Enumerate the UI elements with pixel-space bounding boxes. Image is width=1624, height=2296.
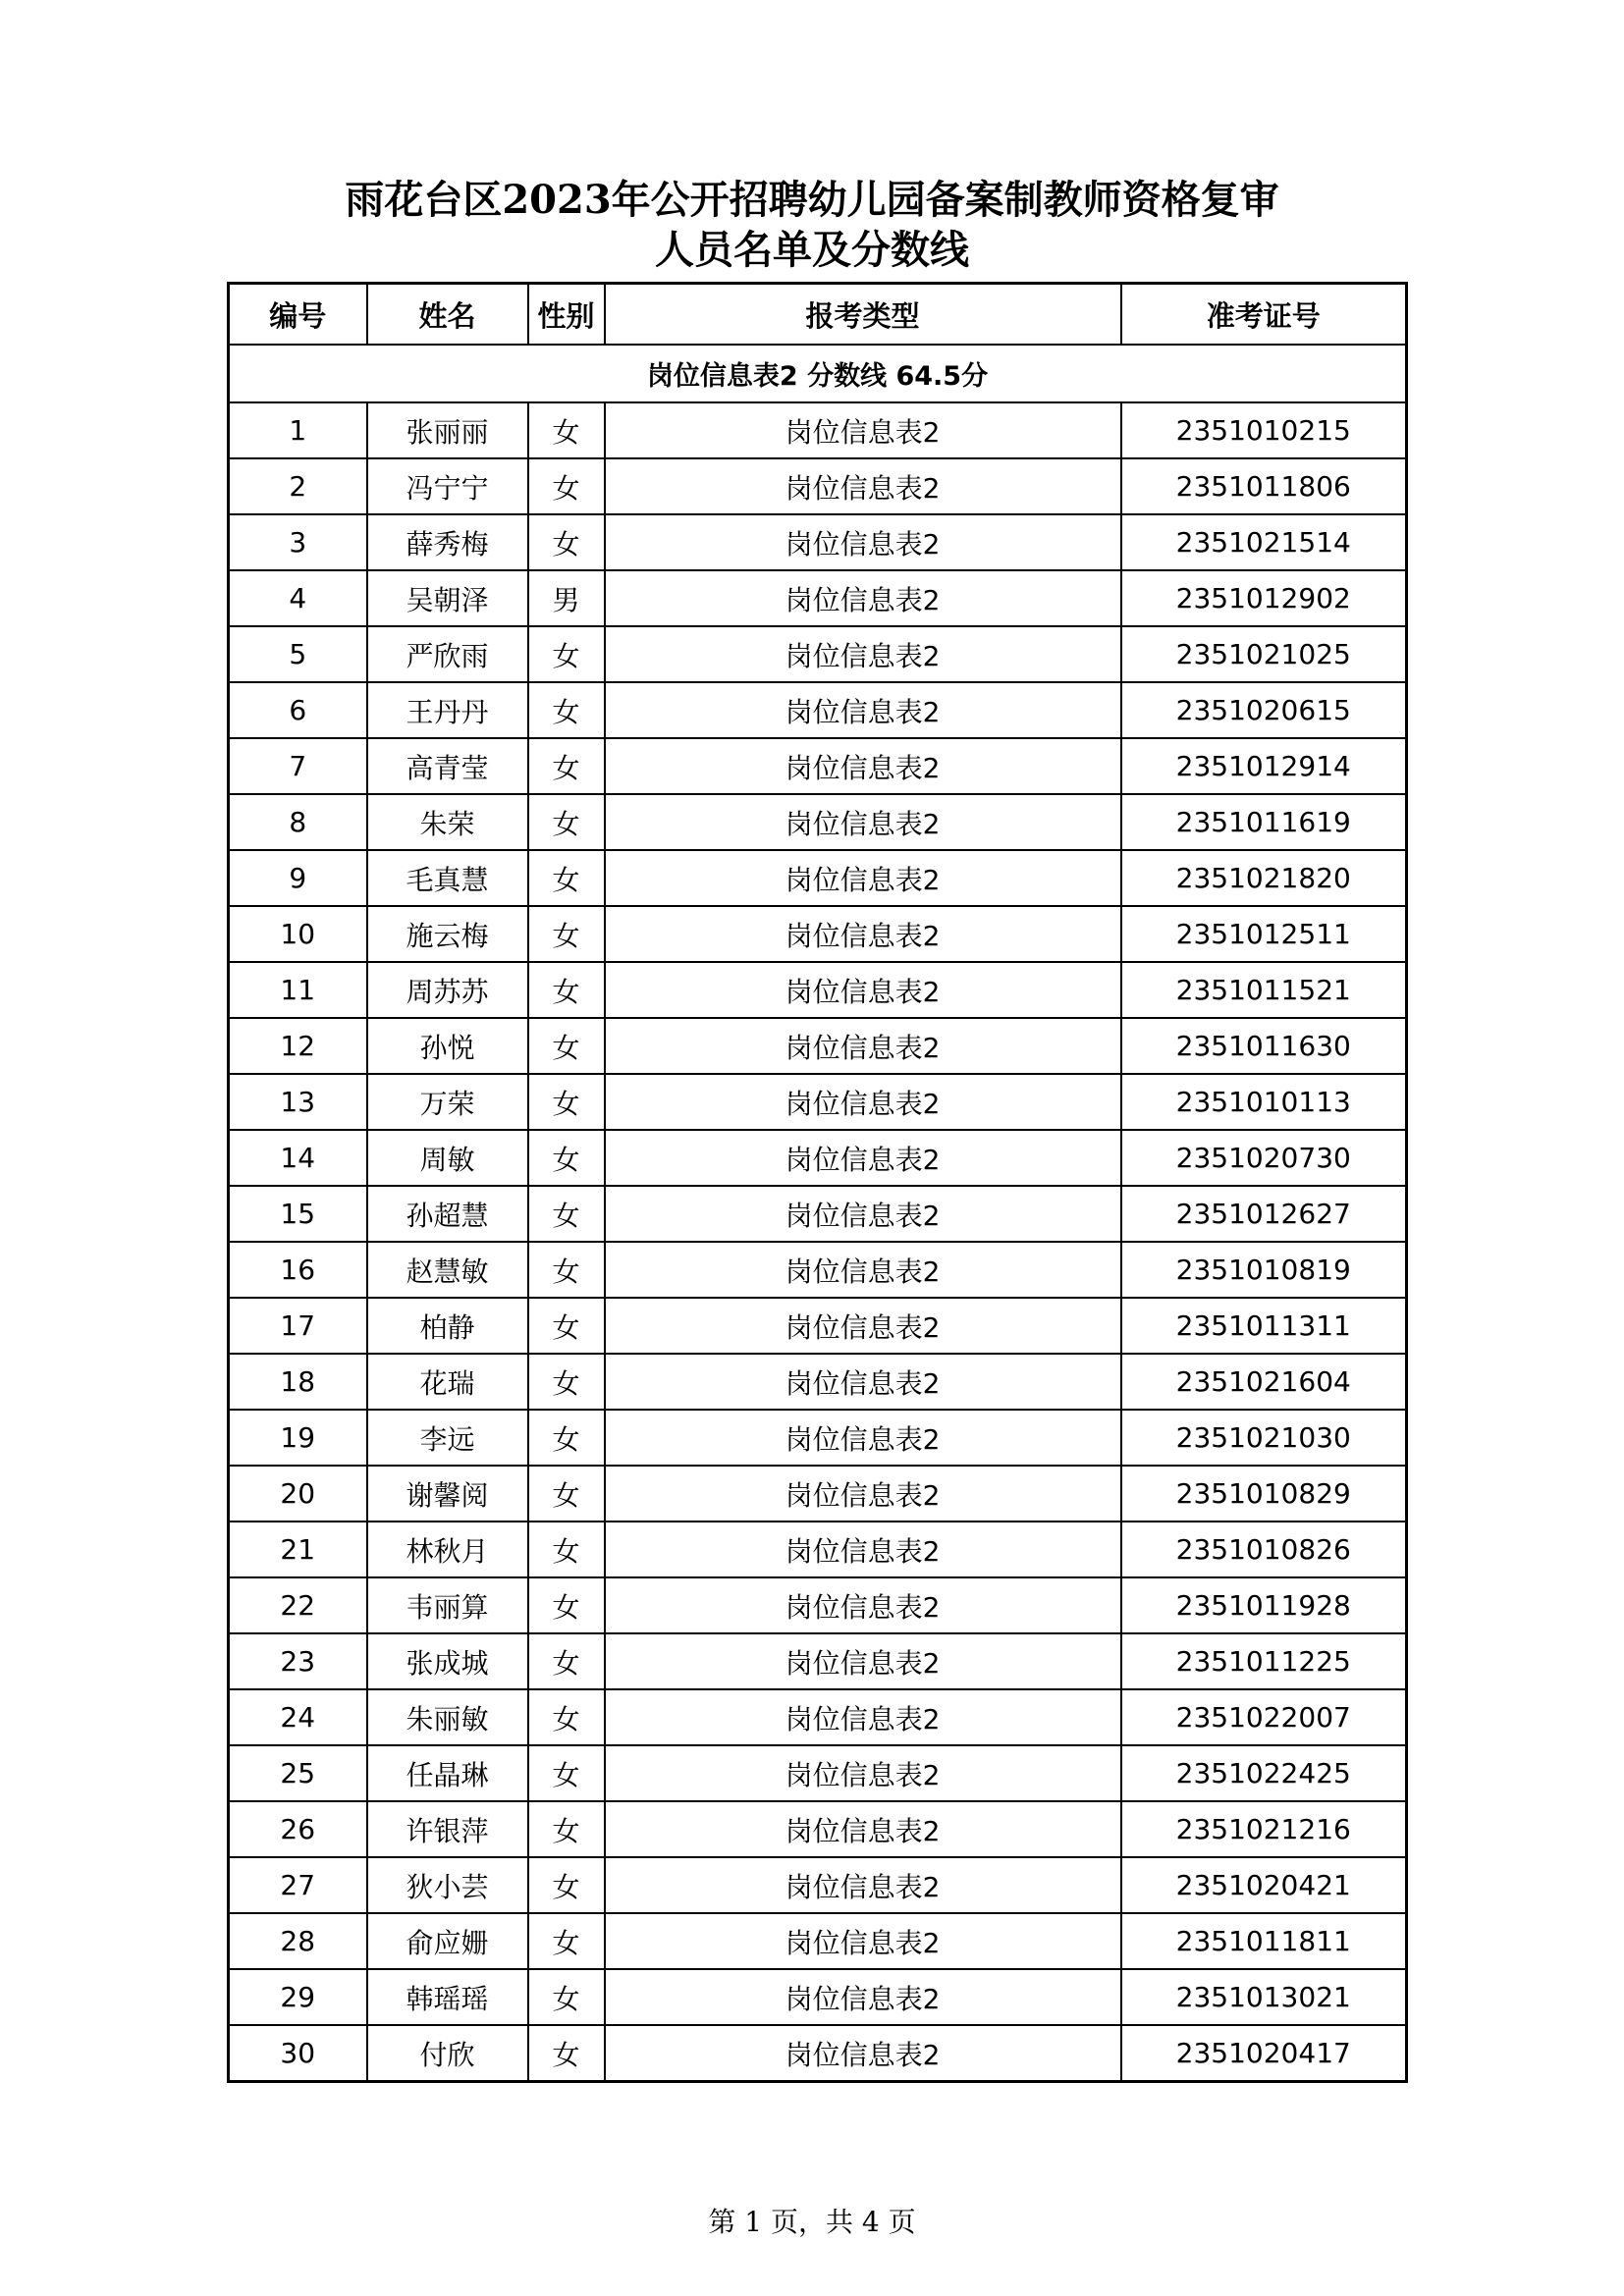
cell-exam-id: 2351011311 bbox=[1121, 1298, 1407, 1354]
cell-number: 30 bbox=[229, 2025, 367, 2082]
cell-gender: 女 bbox=[528, 906, 605, 962]
cell-exam-id: 2351010113 bbox=[1121, 1074, 1407, 1130]
table-row bbox=[229, 458, 1407, 514]
cell-name: 林秋月 bbox=[367, 1522, 528, 1577]
cell-number: 22 bbox=[229, 1577, 367, 1633]
cell-number: 7 bbox=[229, 738, 367, 794]
table-row bbox=[229, 1074, 1407, 1130]
cell-number: 13 bbox=[229, 1074, 367, 1130]
table-row bbox=[229, 1186, 1407, 1242]
table-row bbox=[229, 1522, 1407, 1577]
cell-gender: 女 bbox=[528, 402, 605, 458]
cell-exam-id: 2351022425 bbox=[1121, 1745, 1407, 1801]
cell-exam-id: 2351011521 bbox=[1121, 962, 1407, 1018]
cell-exam-id: 2351022007 bbox=[1121, 1689, 1407, 1745]
cell-gender: 男 bbox=[528, 570, 605, 626]
cell-exam-type: 岗位信息表2 bbox=[605, 1186, 1121, 1242]
cell-gender: 女 bbox=[528, 682, 605, 738]
cell-exam-type: 岗位信息表2 bbox=[605, 1969, 1121, 2025]
cell-name: 孙超慧 bbox=[367, 1186, 528, 1242]
header-gender: 性别 bbox=[528, 284, 605, 346]
table-body bbox=[229, 402, 1407, 2082]
cell-exam-type: 岗位信息表2 bbox=[605, 1018, 1121, 1074]
table-row bbox=[229, 2025, 1407, 2082]
cell-number: 1 bbox=[229, 402, 367, 458]
cell-exam-id: 2351020417 bbox=[1121, 2025, 1407, 2082]
table-row bbox=[229, 1577, 1407, 1633]
cell-exam-type: 岗位信息表2 bbox=[605, 1522, 1121, 1577]
table-row bbox=[229, 850, 1407, 906]
table-row bbox=[229, 1018, 1407, 1074]
cell-exam-id: 2351010826 bbox=[1121, 1522, 1407, 1577]
cell-name: 李远 bbox=[367, 1410, 528, 1466]
cell-gender: 女 bbox=[528, 1577, 605, 1633]
cell-gender: 女 bbox=[528, 1186, 605, 1242]
cell-exam-type: 岗位信息表2 bbox=[605, 906, 1121, 962]
cell-gender: 女 bbox=[528, 1857, 605, 1913]
cell-exam-id: 2351010829 bbox=[1121, 1466, 1407, 1522]
table-row bbox=[229, 906, 1407, 962]
cell-exam-type: 岗位信息表2 bbox=[605, 1242, 1121, 1298]
cell-number: 5 bbox=[229, 626, 367, 682]
cell-gender: 女 bbox=[528, 1466, 605, 1522]
cell-name: 万荣 bbox=[367, 1074, 528, 1130]
cell-number: 2 bbox=[229, 458, 367, 514]
cell-number: 25 bbox=[229, 1745, 367, 1801]
table-row bbox=[229, 570, 1407, 626]
cell-number: 16 bbox=[229, 1242, 367, 1298]
cell-gender: 女 bbox=[528, 1745, 605, 1801]
cell-exam-type: 岗位信息表2 bbox=[605, 1074, 1121, 1130]
cell-name: 俞应姗 bbox=[367, 1913, 528, 1969]
cell-gender: 女 bbox=[528, 514, 605, 570]
cell-number: 17 bbox=[229, 1298, 367, 1354]
cell-name: 付欣 bbox=[367, 2025, 528, 2082]
page-number: 第 1 页，共 4 页 bbox=[708, 2206, 916, 2238]
cell-exam-id: 2351021820 bbox=[1121, 850, 1407, 906]
cell-exam-type: 岗位信息表2 bbox=[605, 570, 1121, 626]
cell-name: 周敏 bbox=[367, 1130, 528, 1186]
cell-gender: 女 bbox=[528, 1074, 605, 1130]
cell-exam-type: 岗位信息表2 bbox=[605, 794, 1121, 850]
header-exam-id: 准考证号 bbox=[1121, 284, 1407, 346]
cell-exam-id: 2351021604 bbox=[1121, 1354, 1407, 1410]
table-row bbox=[229, 794, 1407, 850]
table-row bbox=[229, 1689, 1407, 1745]
cell-number: 24 bbox=[229, 1689, 367, 1745]
cell-gender: 女 bbox=[528, 1410, 605, 1466]
cell-name: 冯宁宁 bbox=[367, 458, 528, 514]
cell-exam-type: 岗位信息表2 bbox=[605, 1410, 1121, 1466]
cell-name: 韦丽算 bbox=[367, 1577, 528, 1633]
cell-exam-id: 2351011811 bbox=[1121, 1913, 1407, 1969]
cell-exam-id: 2351021030 bbox=[1121, 1410, 1407, 1466]
cell-exam-type: 岗位信息表2 bbox=[605, 1130, 1121, 1186]
cell-gender: 女 bbox=[528, 1242, 605, 1298]
header-exam-type: 报考类型 bbox=[605, 284, 1121, 346]
cell-name: 周苏苏 bbox=[367, 962, 528, 1018]
cell-name: 张丽丽 bbox=[367, 402, 528, 458]
cell-number: 23 bbox=[229, 1633, 367, 1689]
table-row bbox=[229, 738, 1407, 794]
cell-exam-type: 岗位信息表2 bbox=[605, 402, 1121, 458]
cell-number: 20 bbox=[229, 1466, 367, 1522]
cell-gender: 女 bbox=[528, 626, 605, 682]
cell-gender: 女 bbox=[528, 1969, 605, 2025]
cell-exam-type: 岗位信息表2 bbox=[605, 1801, 1121, 1857]
cell-exam-type: 岗位信息表2 bbox=[605, 1577, 1121, 1633]
cell-exam-id: 2351012511 bbox=[1121, 906, 1407, 962]
table-row bbox=[229, 682, 1407, 738]
cell-gender: 女 bbox=[528, 1018, 605, 1074]
cell-exam-id: 2351013021 bbox=[1121, 1969, 1407, 2025]
cell-number: 14 bbox=[229, 1130, 367, 1186]
cell-exam-type: 岗位信息表2 bbox=[605, 1913, 1121, 1969]
cell-gender: 女 bbox=[528, 1801, 605, 1857]
cell-name: 毛真慧 bbox=[367, 850, 528, 906]
cell-number: 8 bbox=[229, 794, 367, 850]
cell-exam-type: 岗位信息表2 bbox=[605, 962, 1121, 1018]
cell-gender: 女 bbox=[528, 850, 605, 906]
cell-name: 柏静 bbox=[367, 1298, 528, 1354]
table-row bbox=[229, 1857, 1407, 1913]
header-number: 编号 bbox=[229, 284, 367, 346]
cell-exam-id: 2351012902 bbox=[1121, 570, 1407, 626]
table-row bbox=[229, 1466, 1407, 1522]
cell-number: 21 bbox=[229, 1522, 367, 1577]
cell-name: 高青莹 bbox=[367, 738, 528, 794]
cell-number: 9 bbox=[229, 850, 367, 906]
table-row bbox=[229, 1633, 1407, 1689]
cell-gender: 女 bbox=[528, 1130, 605, 1186]
cell-exam-type: 岗位信息表2 bbox=[605, 1689, 1121, 1745]
cell-exam-type: 岗位信息表2 bbox=[605, 1633, 1121, 1689]
cell-exam-id: 2351011928 bbox=[1121, 1577, 1407, 1633]
cell-name: 孙悦 bbox=[367, 1018, 528, 1074]
cell-gender: 女 bbox=[528, 1354, 605, 1410]
cell-gender: 女 bbox=[528, 794, 605, 850]
cell-gender: 女 bbox=[528, 738, 605, 794]
cell-number: 12 bbox=[229, 1018, 367, 1074]
cell-exam-type: 岗位信息表2 bbox=[605, 458, 1121, 514]
cell-exam-type: 岗位信息表2 bbox=[605, 514, 1121, 570]
table-row bbox=[229, 1354, 1407, 1410]
document-subtitle: 人员名单及分数线 bbox=[655, 227, 969, 273]
cell-number: 4 bbox=[229, 570, 367, 626]
cell-name: 朱丽敏 bbox=[367, 1689, 528, 1745]
cell-number: 29 bbox=[229, 1969, 367, 2025]
cell-exam-type: 岗位信息表2 bbox=[605, 1857, 1121, 1913]
table-row bbox=[229, 1913, 1407, 1969]
cell-number: 15 bbox=[229, 1186, 367, 1242]
cell-exam-id: 2351010215 bbox=[1121, 402, 1407, 458]
cell-name: 吴朝泽 bbox=[367, 570, 528, 626]
header-name: 姓名 bbox=[367, 284, 528, 346]
cell-number: 28 bbox=[229, 1913, 367, 1969]
table-row bbox=[229, 1969, 1407, 2025]
cell-exam-type: 岗位信息表2 bbox=[605, 1354, 1121, 1410]
cell-name: 张成城 bbox=[367, 1633, 528, 1689]
table-header-row bbox=[229, 284, 1407, 346]
cell-number: 26 bbox=[229, 1801, 367, 1857]
table-row bbox=[229, 514, 1407, 570]
cell-gender: 女 bbox=[528, 1913, 605, 1969]
cell-number: 6 bbox=[229, 682, 367, 738]
cell-gender: 女 bbox=[528, 962, 605, 1018]
table-row bbox=[229, 1130, 1407, 1186]
cell-name: 谢馨阅 bbox=[367, 1466, 528, 1522]
candidate-table bbox=[227, 282, 1408, 2083]
table-row bbox=[229, 1745, 1407, 1801]
cell-exam-id: 2351011630 bbox=[1121, 1018, 1407, 1074]
cell-gender: 女 bbox=[528, 458, 605, 514]
cell-name: 王丹丹 bbox=[367, 682, 528, 738]
cell-exam-id: 2351021514 bbox=[1121, 514, 1407, 570]
cell-number: 3 bbox=[229, 514, 367, 570]
cell-exam-id: 2351021025 bbox=[1121, 626, 1407, 682]
cell-number: 27 bbox=[229, 1857, 367, 1913]
cell-exam-type: 岗位信息表2 bbox=[605, 1745, 1121, 1801]
cell-exam-id: 2351010819 bbox=[1121, 1242, 1407, 1298]
document-title: 雨花台区2023年公开招聘幼儿园备案制教师资格复审 bbox=[345, 177, 1279, 223]
cell-exam-type: 岗位信息表2 bbox=[605, 682, 1121, 738]
cell-gender: 女 bbox=[528, 1689, 605, 1745]
cell-name: 许银萍 bbox=[367, 1801, 528, 1857]
cell-number: 18 bbox=[229, 1354, 367, 1410]
cell-exam-type: 岗位信息表2 bbox=[605, 1298, 1121, 1354]
section-label: 岗位信息表2 分数线 64.5分 bbox=[229, 345, 1407, 402]
table-row bbox=[229, 962, 1407, 1018]
cell-name: 施云梅 bbox=[367, 906, 528, 962]
cell-name: 赵慧敏 bbox=[367, 1242, 528, 1298]
section-row bbox=[229, 345, 1407, 402]
cell-number: 19 bbox=[229, 1410, 367, 1466]
table-row bbox=[229, 1410, 1407, 1466]
cell-exam-id: 2351011225 bbox=[1121, 1633, 1407, 1689]
cell-exam-id: 2351020421 bbox=[1121, 1857, 1407, 1913]
table-row bbox=[229, 626, 1407, 682]
cell-exam-id: 2351020730 bbox=[1121, 1130, 1407, 1186]
cell-name: 薛秀梅 bbox=[367, 514, 528, 570]
cell-gender: 女 bbox=[528, 1298, 605, 1354]
cell-gender: 女 bbox=[528, 1633, 605, 1689]
cell-name: 朱荣 bbox=[367, 794, 528, 850]
cell-gender: 女 bbox=[528, 2025, 605, 2082]
cell-name: 狄小芸 bbox=[367, 1857, 528, 1913]
cell-exam-type: 岗位信息表2 bbox=[605, 2025, 1121, 2082]
cell-exam-id: 2351020615 bbox=[1121, 682, 1407, 738]
cell-exam-type: 岗位信息表2 bbox=[605, 626, 1121, 682]
cell-exam-type: 岗位信息表2 bbox=[605, 738, 1121, 794]
cell-exam-id: 2351011806 bbox=[1121, 458, 1407, 514]
cell-exam-type: 岗位信息表2 bbox=[605, 1466, 1121, 1522]
cell-gender: 女 bbox=[528, 1522, 605, 1577]
cell-number: 10 bbox=[229, 906, 367, 962]
cell-exam-id: 2351012627 bbox=[1121, 1186, 1407, 1242]
cell-name: 花瑞 bbox=[367, 1354, 528, 1410]
cell-exam-id: 2351021216 bbox=[1121, 1801, 1407, 1857]
cell-name: 严欣雨 bbox=[367, 626, 528, 682]
cell-name: 任晶琳 bbox=[367, 1745, 528, 1801]
table-row bbox=[229, 1242, 1407, 1298]
cell-exam-type: 岗位信息表2 bbox=[605, 850, 1121, 906]
cell-exam-id: 2351012914 bbox=[1121, 738, 1407, 794]
cell-exam-id: 2351011619 bbox=[1121, 794, 1407, 850]
cell-number: 11 bbox=[229, 962, 367, 1018]
table-row bbox=[229, 402, 1407, 458]
table-row bbox=[229, 1801, 1407, 1857]
table-row bbox=[229, 1298, 1407, 1354]
cell-name: 韩瑶瑶 bbox=[367, 1969, 528, 2025]
